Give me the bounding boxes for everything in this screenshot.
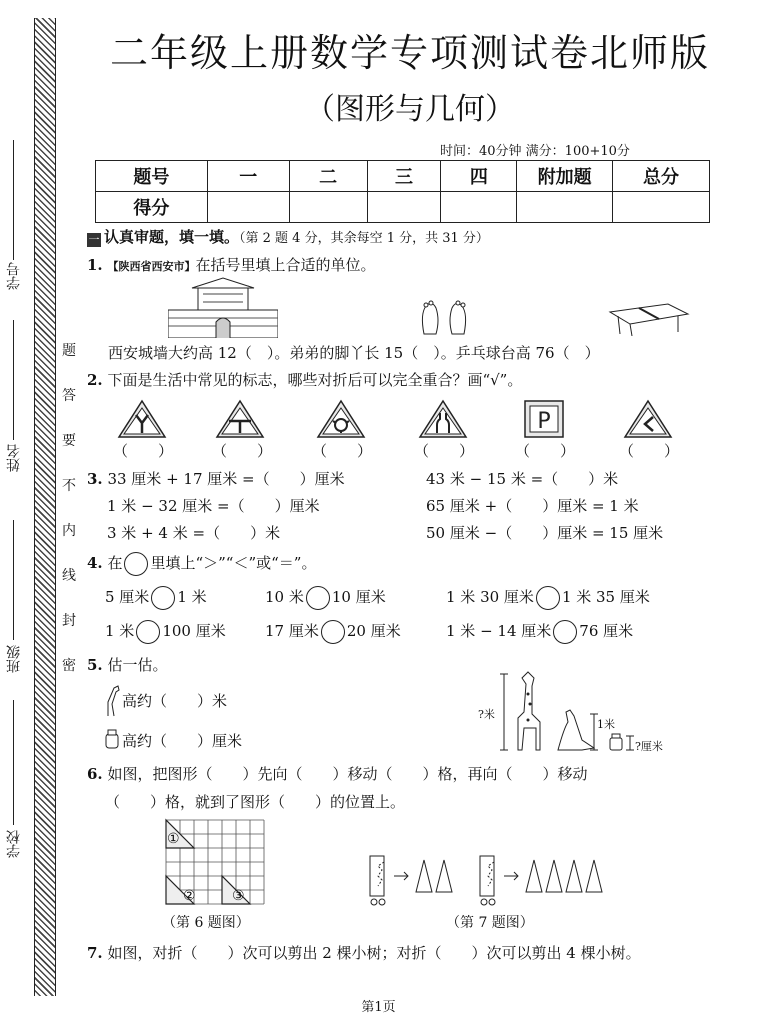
shape-label-1: ① [167,831,180,847]
compare-right: 20 厘米 [346,622,401,640]
question-text[interactable]: 如图，对折（ ）次可以剪出 2 棵小树；对折（ ）次可以剪出 4 棵小树。 [107,944,641,962]
score-cell: 一 [207,161,289,192]
class-line [13,520,14,640]
seal-char: 封 [62,613,76,629]
school-line [13,700,14,825]
thermos-height-label: ?厘米 [635,740,663,753]
question-text: 下面是生活中常见的标志，哪些对折后可以完全重合？画“√”。 [107,371,523,389]
question-number: 7. [87,944,103,962]
compare-item [446,586,650,610]
compare-right: 10 厘米 [331,588,386,606]
class-label: 班级 [6,645,22,673]
ping-pong-table-image [608,302,690,336]
seal-char: 要 [62,433,76,449]
score-input-cell[interactable] [613,192,710,223]
compare-circle[interactable] [136,620,160,644]
compare-item [265,586,386,610]
compare-left: 17 厘米 [265,622,319,640]
compare-right: 100 厘米 [162,622,226,640]
score-table-score-row [96,192,710,223]
score-input-cell[interactable] [441,192,517,223]
question-text[interactable]: 如图，把图形（ ）先向（ ）移动（ ）格，再向（ ）移动 [107,765,588,783]
score-table [95,160,710,223]
sign-answer-blank[interactable]: （ ） [212,442,273,460]
compare-circle[interactable] [536,586,560,610]
compare-right: 1 米 35 厘米 [561,588,650,606]
seal-char: 内 [62,523,76,539]
question-text-b: 里填上“＞”“＜”或“＝”。 [150,554,317,572]
time-info: 时间：40分钟 满分：100+10分 [440,144,630,159]
question-number: 6. [87,765,103,783]
equation[interactable]: 33 厘米 + 17 厘米 =（ ）厘米 [107,470,345,488]
seal-char: 不 [62,478,76,494]
sign-answer-blank[interactable]: （ ） [515,442,576,460]
sharp-turn-sign-icon [623,399,673,439]
question-number: 5. [87,656,103,674]
question-tag: 【陕西省西安市】 [107,260,196,273]
question-text: 在括号里填上合适的单位。 [195,256,376,274]
score-cell: 总分 [613,161,710,192]
figure-6-caption: （第 6 题图） [162,915,250,931]
compare-left: 1 米 [105,622,135,640]
y-junction-sign-icon [117,399,167,439]
score-input-cell[interactable] [517,192,613,223]
sign-answer-blank[interactable]: （ ） [312,442,373,460]
sign-answer-blank[interactable]: （ ） [619,442,680,460]
parking-letter: P [537,409,551,434]
question-3 [87,468,345,489]
compare-circle[interactable] [321,620,345,644]
section-heading [87,226,489,247]
giraffe-height-label: ?米 [478,708,495,721]
compare-item [105,620,226,644]
q1-answer-line[interactable]: 西安城墙大约高 12（ ）。弟弟的脚丫长 15（ ）。乒乓球台高 76（ ） [108,344,600,362]
shape-label-2: ② [183,888,196,904]
student-id-line [13,140,14,260]
compare-item [105,586,207,610]
equation[interactable]: 65 厘米 +（ ）厘米 = 1 米 [426,497,639,515]
seal-char: 题 [62,343,76,359]
score-row-label: 得分 [96,192,208,223]
score-input-cell[interactable] [289,192,367,223]
question-number: 1. [87,256,103,274]
question-number: 3. [87,470,103,488]
seal-char: 线 [62,568,76,584]
question-6-line-2[interactable]: （ ）格，就到了图形（ ）的位置上。 [105,793,406,811]
compare-left: 1 米 30 厘米 [446,588,534,606]
question-1 [87,254,375,275]
question-text: 估一估。 [107,656,168,674]
compare-circle[interactable] [306,586,330,610]
compare-circle[interactable] [553,620,577,644]
compare-item [265,620,401,644]
page-subtitle: （图形与几何） [305,92,515,127]
section-badge: 一 [88,233,100,246]
score-cell: 三 [367,161,441,192]
seal-char: 答 [62,388,76,404]
score-input-cell[interactable] [367,192,441,223]
giraffe-small-icon [102,682,122,718]
school-label: 学校 [6,830,22,858]
equation[interactable]: 3 米 + 4 米 =（ ）米 [107,524,281,542]
score-cell: 题号 [96,161,208,192]
question-number: 2. [87,371,103,389]
estimate-line-2[interactable]: 高约（ ）厘米 [122,732,243,750]
parking-sign-icon [523,399,565,439]
compare-right: 1 米 [177,588,207,606]
name-label: 姓名 [6,444,22,472]
equation[interactable]: 43 米 − 15 米 =（ ）米 [426,470,619,488]
question-5 [87,654,167,675]
sign-answer-blank[interactable]: （ ） [113,442,174,460]
compare-right: 76 厘米 [579,622,634,640]
question-4 [87,552,316,576]
student-id-label: 学号 [6,262,22,290]
compare-circle[interactable] [151,586,175,610]
equation[interactable]: 1 米 − 32 厘米 =（ ）厘米 [107,497,320,515]
compare-circle-sample [124,552,148,576]
section-note: （第 2 题 4 分，其余每空 1 分，共 31 分） [239,231,489,246]
shape-label-3: ③ [232,888,245,904]
page-title: 二年级上册数学专项测试卷北师版 [109,31,710,75]
figure-7-caption: （第 7 题图） [446,915,534,931]
binding-hatch [34,18,56,996]
score-cell: 二 [289,161,367,192]
grid-figure [164,818,268,906]
t-junction-sign-icon [215,399,265,439]
feet-image [418,300,473,336]
equation[interactable]: 50 厘米 −（ ）厘米 = 15 厘米 [426,524,664,542]
kangaroo-height-label: 1米 [597,718,615,731]
name-line [13,320,14,440]
page-number: 第1页 [361,1000,396,1015]
thermos-small-icon [102,728,122,750]
question-2 [87,369,522,390]
seal-char: 密 [62,658,76,674]
roundabout-sign-icon [316,399,366,439]
paper-cut-figure [366,852,646,912]
question-number: 4. [87,554,103,572]
compare-item [446,620,633,644]
sign-answer-blank[interactable]: （ ） [414,442,475,460]
estimate-line-1[interactable]: 高约（ ）米 [122,692,228,710]
compare-left: 1 米 − 14 厘米 [446,622,552,640]
narrow-road-sign-icon [418,399,468,439]
compare-left: 5 厘米 [105,588,150,606]
score-cell: 附加题 [517,161,613,192]
score-table-header-row [96,161,710,192]
score-cell: 四 [441,161,517,192]
question-text-a: 在 [107,554,123,572]
score-input-cell[interactable] [207,192,289,223]
section-title: 认真审题，填一填。 [104,228,240,246]
question-6 [87,763,587,784]
city-wall-image [168,276,278,338]
question-7 [87,942,641,963]
compare-left: 10 米 [265,588,304,606]
